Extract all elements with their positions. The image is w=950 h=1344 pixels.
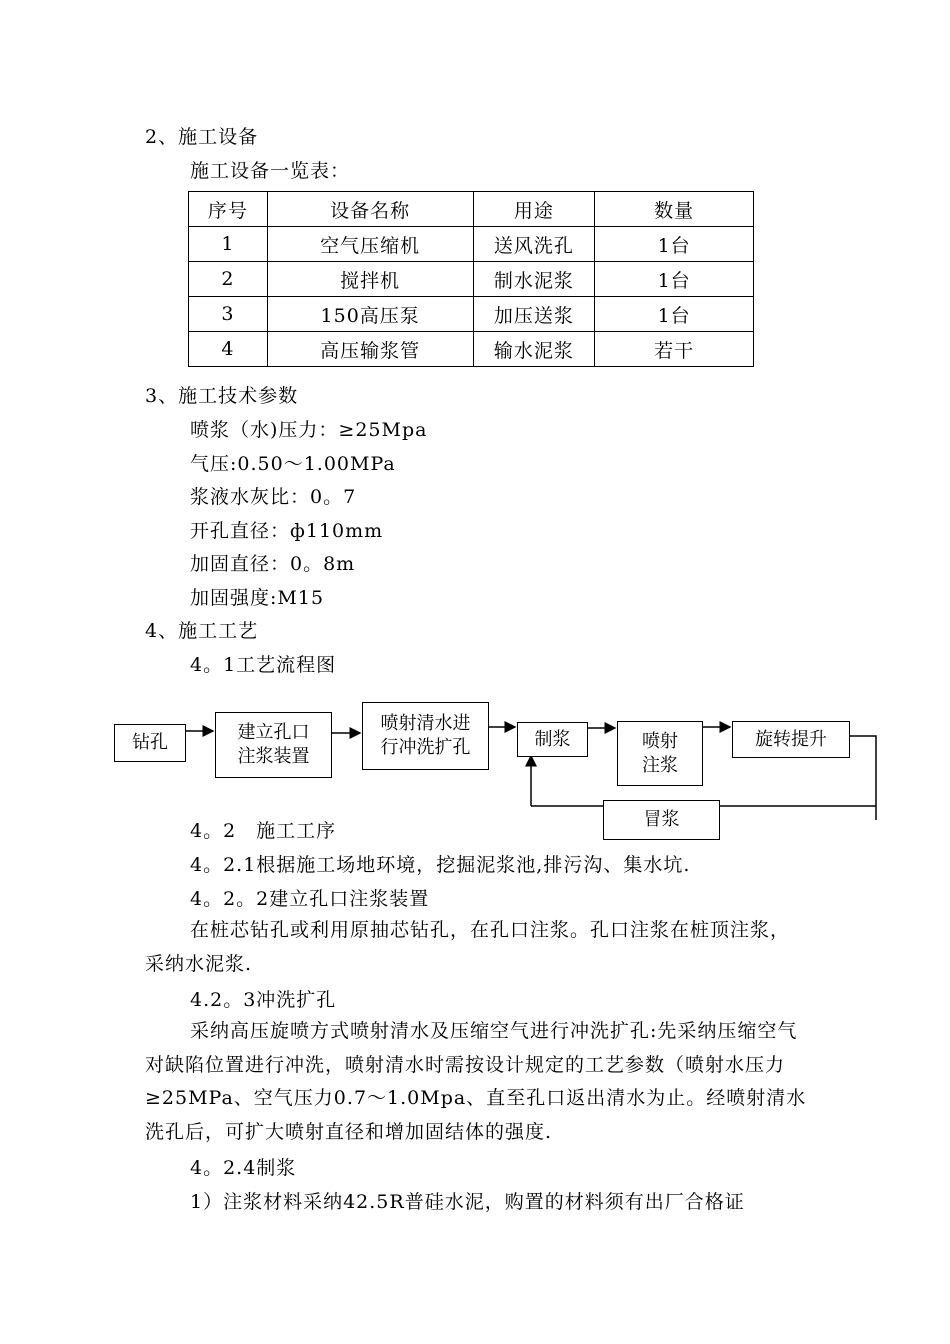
return-line-right <box>850 736 876 820</box>
subsection-4-2-3: 4.2。3冲洗扩孔 <box>190 989 337 1011</box>
subsection-4-2-1: 4。2.1根据施工场地环境，挖掘泥浆池,排污沟、集水坑. <box>190 854 691 876</box>
table-cell: 若干 <box>595 332 754 367</box>
table-cell: 4 <box>189 332 268 367</box>
header-cell: 数量 <box>595 192 754 227</box>
table-cell: 送风洗孔 <box>473 227 595 262</box>
flow-box-make-slurry <box>517 722 588 757</box>
flow-label: 冒浆 <box>643 809 680 830</box>
flow-label: 喷射清水进 <box>380 713 471 734</box>
param-line: 开孔直径：ф110mm <box>190 520 384 542</box>
table-cell: 3 <box>189 297 268 332</box>
table-cell: 150高压泵 <box>267 297 473 332</box>
flow-label: 旋转提升 <box>755 728 827 750</box>
table-cell: 制水泥浆 <box>473 262 595 297</box>
table-caption: 施工设备一览表： <box>190 160 351 182</box>
table-cell: 1 <box>189 227 268 262</box>
subsection-4-2: 4。2 施工工序 <box>190 820 337 842</box>
table-cell: 加压送浆 <box>473 297 595 332</box>
flow-box-drill <box>114 724 186 762</box>
section-2-heading: 2、施工设备 <box>145 126 259 148</box>
table-cell: 1台 <box>595 262 754 297</box>
table-cell: 高压输浆管 <box>267 332 473 367</box>
table-cell: 输水泥浆 <box>473 332 595 367</box>
subsection-4-2-4: 4。2.4制浆 <box>190 1157 297 1179</box>
param-line: 喷浆（水)压力：≥25Mpa <box>190 419 428 441</box>
param-line: 加固强度:M15 <box>190 587 325 609</box>
flow-label: 行冲洗扩孔 <box>380 737 471 758</box>
flow-box-jet-grouting <box>617 721 703 786</box>
flow-box-overflow <box>603 800 720 840</box>
header-cell: 序号 <box>189 192 268 227</box>
paragraph-slurry-material: 1）注浆材料采纳42.5R普硅水泥，购置的材料须有出厂合格证 <box>190 1191 745 1213</box>
table-cell: 空气压缩机 <box>267 227 473 262</box>
flow-box-rotate-lift <box>732 721 850 758</box>
flow-label: 制浆 <box>534 728 571 750</box>
section-3-heading: 3、施工技术参数 <box>145 385 299 407</box>
table-cell: 搅拌机 <box>267 262 473 297</box>
flow-label: 钻孔 <box>132 732 168 753</box>
table-cell: 2 <box>189 262 268 297</box>
paragraph-washing: 采纳高压旋喷方式喷射清水及压缩空气进行冲洗扩孔:先采纳压缩空气对缺陷位置进行冲洗，喷射清水时需按设计规定的工艺参数（喷射水压力≥25MPa、空气压力0.7～1.0Mpa、直至孔口返出清水为止。经喷射清水洗孔后，可扩大喷射直径和增加固结体的强度. <box>145 1020 807 1143</box>
header-cell: 设备名称 <box>267 192 473 227</box>
flow-box-water-jet-wash <box>362 702 489 770</box>
subsection-4-2-2: 4。2。2建立孔口注浆装置 <box>190 888 430 910</box>
flow-box-build-grouting-device <box>215 712 332 778</box>
table-cell: 1台 <box>595 227 754 262</box>
section-4-heading: 4、施工工艺 <box>145 620 259 642</box>
subsection-4-1: 4。1工艺流程图 <box>190 654 337 676</box>
paragraph-grouting-device: 在桩芯钻孔或利用原抽芯钻孔，在孔口注浆。孔口注浆在桩顶注浆，采纳水泥浆. <box>145 919 791 975</box>
flow-label: 喷射 <box>642 730 678 752</box>
param-line: 浆液水灰比：0。7 <box>190 486 357 508</box>
table-cell: 1台 <box>595 297 754 332</box>
flow-label: 建立孔口 <box>237 722 310 743</box>
header-cell: 用途 <box>473 192 595 227</box>
flow-label: 注浆装置 <box>237 746 310 767</box>
param-line: 气压:0.50～1.00MPa <box>190 453 396 475</box>
param-line: 加固直径：0。8m <box>190 553 356 575</box>
flow-label: 注浆 <box>642 754 678 776</box>
